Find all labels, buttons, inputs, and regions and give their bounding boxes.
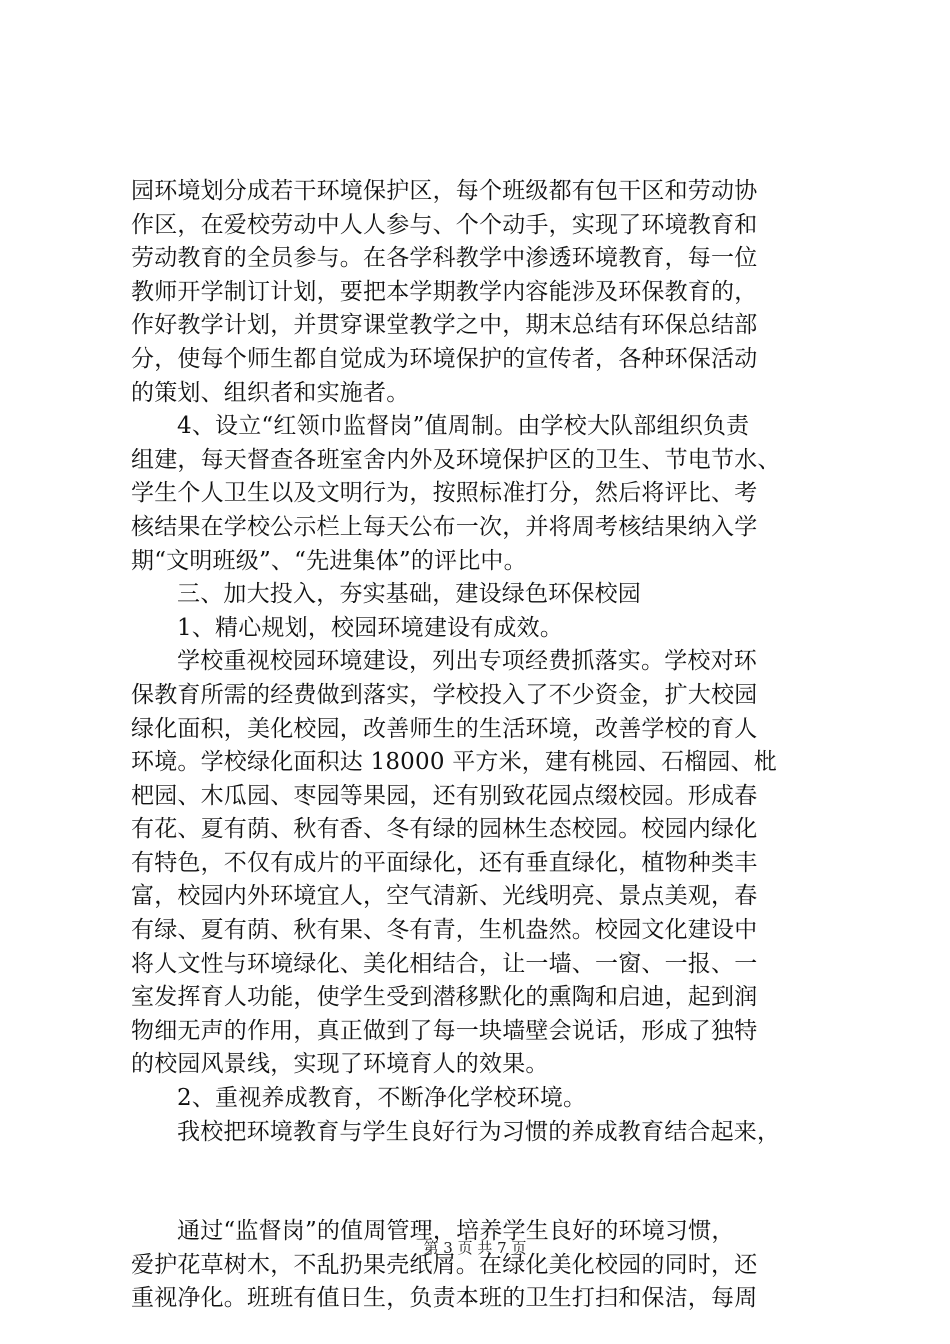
text-line: 的校园风景线，实现了环境育人的效果。 bbox=[131, 1051, 549, 1078]
text-line: 学生个人卫生以及文明行为，按照标准打分，然后将评比、考 bbox=[131, 480, 758, 507]
text-line: 保教育所需的经费做到落实，学校投入了不少资金，扩大校园 bbox=[131, 681, 758, 708]
text-line: 4、设立“红领巾监督岗”值周制。由学校大队部组织负责 bbox=[177, 413, 750, 440]
body-text-part-1 bbox=[131, 175, 831, 1149]
paragraph-gap bbox=[131, 1149, 831, 1215]
text-line: 通过“监督岗”的值周管理，培养学生良好的环境习惯， bbox=[177, 1218, 735, 1245]
text-line: 分，使每个师生都自觉成为环境保护的宣传者，各种环保活动 bbox=[131, 345, 758, 372]
text-line: 核结果在学校公示栏上每天公布一次，并将周考核结果纳入学 bbox=[131, 513, 758, 540]
text-line: 有特色，不仅有成片的平面绿化，还有垂直绿化，植物种类丰 bbox=[131, 849, 758, 876]
text-line: 爱护花草树木，不乱扔果壳纸屑。在绿化美化校园的同时，还 bbox=[131, 1251, 758, 1278]
text-line: 环境。学校绿化面积达 18000 平方米，建有桃园、石榴园、枇 bbox=[131, 749, 777, 776]
page-footer: 第 3 页 共 7 页 bbox=[423, 1239, 527, 1257]
text-line: 富，校园内外环境宜人，空气清新、光线明亮、景点美观，春 bbox=[131, 883, 758, 910]
text-line: 重视净化。班班有值日生，负责本班的卫生打扫和保洁，每周 bbox=[131, 1285, 758, 1312]
text-line: 有绿、夏有荫、秋有果、冬有青，生机盎然。校园文化建设中 bbox=[131, 917, 758, 944]
text-line: 我校把环境教育与学生良好行为习惯的养成教育结合起来， bbox=[177, 1118, 781, 1145]
text-line: 绿化面积，美化校园，改善师生的生活环境，改善学校的育人 bbox=[131, 715, 758, 742]
text-line: 劳动教育的全员参与。在各学科教学中渗透环境教育，每一位 bbox=[131, 245, 758, 272]
text-line: 三、加大投入，夯实基础，建设绿色环保校园 bbox=[177, 581, 641, 608]
text-line: 学校重视校园环境建设，列出专项经费抓落实。学校对环 bbox=[177, 648, 757, 675]
text-line: 期“文明班级”、“先进集体”的评比中。 bbox=[131, 547, 527, 574]
text-line: 有花、夏有荫、秋有香、冬有绿的园林生态校园。校园内绿化 bbox=[131, 816, 758, 843]
text-line: 杷园、木瓜园、枣园等果园，还有别致花园点缀校园。形成春 bbox=[131, 782, 758, 809]
body-text-part-2 bbox=[131, 1215, 831, 1316]
text-line: 组建，每天督查各班室舍内外及环境保护区的卫生、节电节水、 bbox=[131, 446, 781, 473]
text-line: 1、精心规划，校园环境建设有成效。 bbox=[177, 614, 564, 641]
text-line: 教师开学制订计划，要把本学期教学内容能涉及环保教育的， bbox=[131, 278, 758, 305]
text-line: 物细无声的作用，真正做到了每一块墙壁会说话，形成了独特 bbox=[131, 1017, 758, 1044]
text-line: 作好教学计划，并贯穿课堂教学之中，期末总结有环保总结部 bbox=[131, 312, 758, 339]
document-body bbox=[131, 175, 831, 1316]
text-line: 将人文性与环境绿化、美化相结合，让一墙、一窗、一报、一 bbox=[131, 950, 758, 977]
text-line: 园环境划分成若干环境保护区，每个班级都有包干区和劳动协 bbox=[131, 178, 758, 204]
text-line: 作区，在爱校劳动中人人参与、个个动手，实现了环境教育和 bbox=[131, 211, 758, 238]
text-line: 的策划、组织者和实施者。 bbox=[131, 379, 410, 406]
text-line: 室发挥育人功能，使学生受到潜移默化的熏陶和启迪，起到润 bbox=[131, 984, 758, 1011]
text-line: 2、重视养成教育，不断净化学校环境。 bbox=[177, 1085, 587, 1112]
